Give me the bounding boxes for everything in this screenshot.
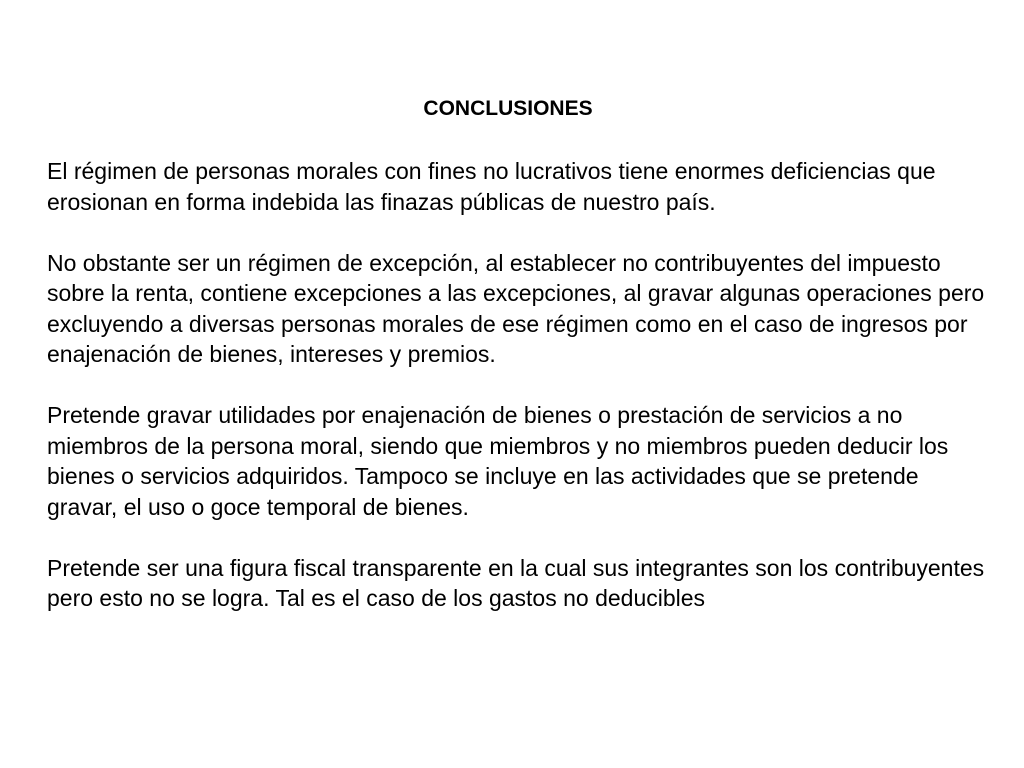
slide-body (47, 156, 987, 614)
slide-title: CONCLUSIONES (423, 97, 593, 120)
paragraph-deficiencias: El régimen de personas morales con fines no lucrativos tiene enormes deficiencias que erosionan en forma indebida las finazas públicas de nuestro país. (47, 158, 936, 215)
paragraph-utilidades: Pretende gravar utilidades por enajenación de bienes o prestación de servicios a no miembros de la persona moral, siendo que miembros y no miembros pueden deducir los bienes o servicios adquiridos. Tampoco se incluye en las actividades que se pretende gravar, el uso o goce temporal de bienes. (47, 402, 949, 520)
paragraph-excepciones: No obstante ser un régimen de excepción, al establecer no contribuyentes del impuesto sobre la renta, contiene excepciones a las excepciones, al gravar algunas operaciones pero excluyendo a diversas personas morales de ese régimen como en el caso de ingresos por enajenación de bienes, intereses y premios. (47, 249, 985, 367)
paragraph-figura-fiscal: Pretende ser una figura fiscal transparente en la cual sus integrantes son los contribuyentes pero esto no se logra. Tal es el caso de los gastos no deducibles (47, 554, 985, 611)
